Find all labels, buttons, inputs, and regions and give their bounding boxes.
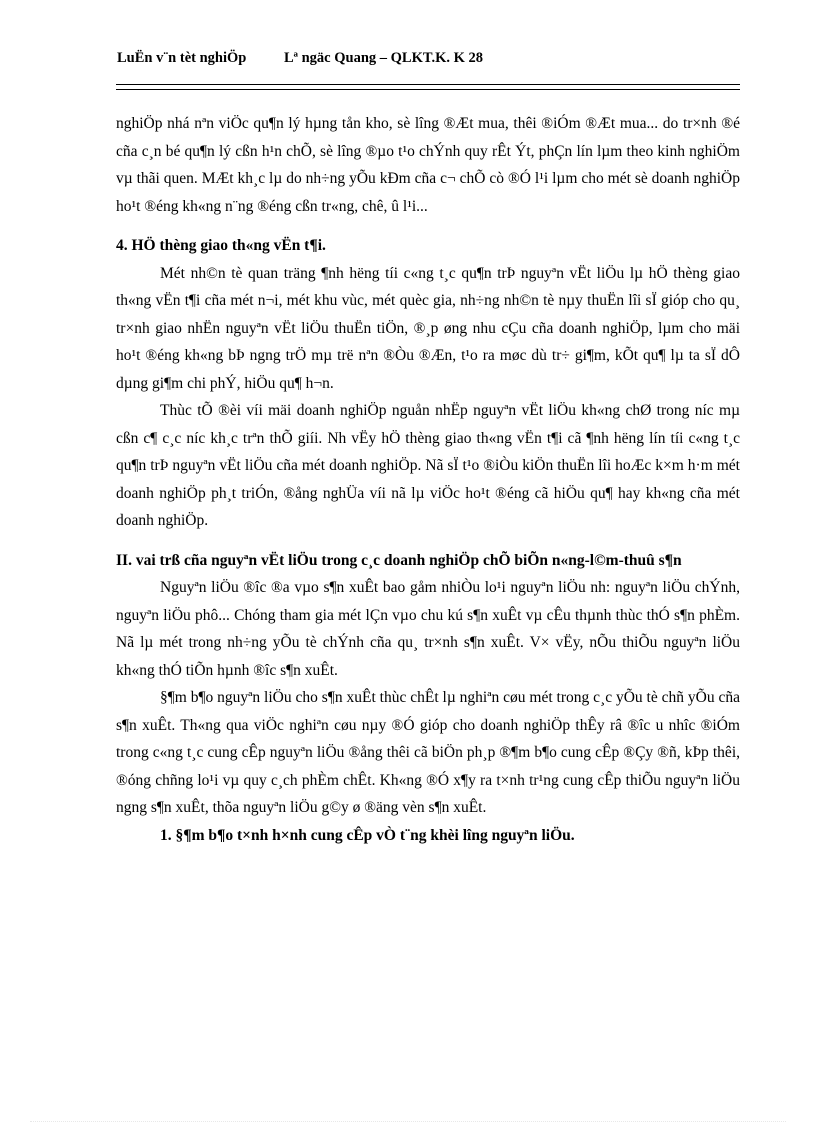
header-title: LuËn v¨n tèt nghiÖp [117,50,247,66]
paragraph-role-1: Nguyªn liÖu ®îc ®a vµo s¶n xuÊt bao gåm nhiÒu lo¹i nguyªn liÖu nh: nguyªn liÖu chÝnh, nguyªn liÖu phô... Chóng tham gia mét lÇn vµo chu kú s¶n xuÊt vµ cÊu thµnh thùc thÓ s¶n phÈm. Nã lµ mét trong nh÷ng yÕu tè chÝnh cña qu¸ tr×nh s¶n xuÊt. V× vËy, nÕu thiÕu nguyªn liÖu kh«ng thÓ tiÕn hµnh ®îc s¶n xuÊt. [116,579,740,679]
page-bottom-edge [30,1121,786,1122]
paragraph-transport-1: Mét nh©n tè quan träng ¶nh hëng tíi c«ng t¸c qu¶n trÞ nguyªn vËt liÖu lµ hÖ thèng giao th«ng vËn t¶i cña mét n¬i, mét khu vùc, mét quèc gia, nh÷ng nh©n tè nµy thuËn lîi sÏ gióp cho qu¸ tr×nh giao nhËn nguyªn vËt liÖu thuËn tiÖn, ®¸p øng nhu cÇu cña doanh nghiÖp, lµm cho mäi ho¹t ®éng kh«ng bÞ ngng trÖ mµ trë nªn ®Òu ®Æn, t¹o ra møc dù tr÷ gi¶m, kÕt qu¶ lµ ta sÏ dÔ dµng gi¶m chi phÝ, hiÖu qu¶ h¬n. [116,264,740,392]
header-author: Lª ngäc Quang – QLKT.K. K 28 [283,50,484,66]
paragraph-role-2: §¶m b¶o nguyªn liÖu cho s¶n xuÊt thùc chÊt lµ nghiªn cøu mét trong c¸c yÕu tè chñ yÕu cña s¶n xuÊt. Th«ng qua viÖc nghiªn cøu nµy ®Ó gióp cho doanh nghiÖp thÊy râ ®îc u nhîc ®iÓm trong c«ng t¸c cung cÊp nguyªn liÖu ®ång thêi cã biÖn ph¸p ®¶m b¶o cung cÊp ®Çy ®ñ, kÞp thêi, ®óng chñng lo¹i vµ quy c¸ch phÈm chÊt. Kh«ng ®Ó x¶y ra t×nh tr¹ng cung cÊp thiÕu nguyªn liÖu ngng s¶n xuÊt, thõa nguyªn liÖu g©y ø ®äng vèn s¶n xuÊt. [116,689,740,816]
paragraph-continued: nghiÖp nhá nªn viÖc qu¶n lý hµng tån kho, sè lîng ®Æt mua, thêi ®iÓm ®Æt mua... do tr×nh ®é cña c¸n bé qu¶n lý cßn h¹n chÕ, sè lîng ®µo t¹o chÝnh quy rÊt Ýt, phÇn lín lµm theo kinh nghiÖm vµ thãi quen. MÆt kh¸c lµ do nh÷ng yÕu kÐm cña c¬ chÕ cò ®Ó l¹i lµm cho mét sè doanh nghiÖp ho¹t ®éng kh«ng n¨ng ®éng cßn tr«ng, chê, û l¹i... [116,115,740,215]
header-rule-bottom [116,89,740,90]
page-header [117,50,483,67]
section-heading-transport: 4. HÖ thèng giao th«ng vËn t¶i. [116,237,326,254]
subsection-heading-supply: 1. §¶m b¶o t×nh h×nh cung cÊp vÒ t¨ng khèi lîng nguyªn liÖu. [160,826,575,844]
paragraph-transport-2: Thùc tÕ ®èi víi mäi doanh nghiÖp nguån nhËp nguyªn vËt liÖu kh«ng chØ trong níc mµ cßn c¶ c¸c níc kh¸c trªn thÕ giíi. Nh vËy hÖ thèng giao th«ng vËn t¶i cã ¶nh hëng lín tíi c«ng t¸c qu¶n trÞ nguyªn vËt liÖu cña mét doanh nghiÖp. Nã sÏ t¹o ®iÒu kiÖn thuËn lîi hoÆc k×m h·m mét doanh nghiÖp ph¸t triÓn, ®ång nghÜa víi nã lµ viÖc ho¹t ®éng cã hiÖu qu¶ hay kh«ng cña mét doanh nghiÖp. [116,402,740,529]
header-rule-top [116,84,740,85]
document-body [116,110,740,849]
chapter-heading-role: II. vai trß cña nguyªn vËt liÖu trong c¸c doanh nghiÖp chÕ biÕn n«ng-l©m-thuû s¶n [116,551,682,569]
